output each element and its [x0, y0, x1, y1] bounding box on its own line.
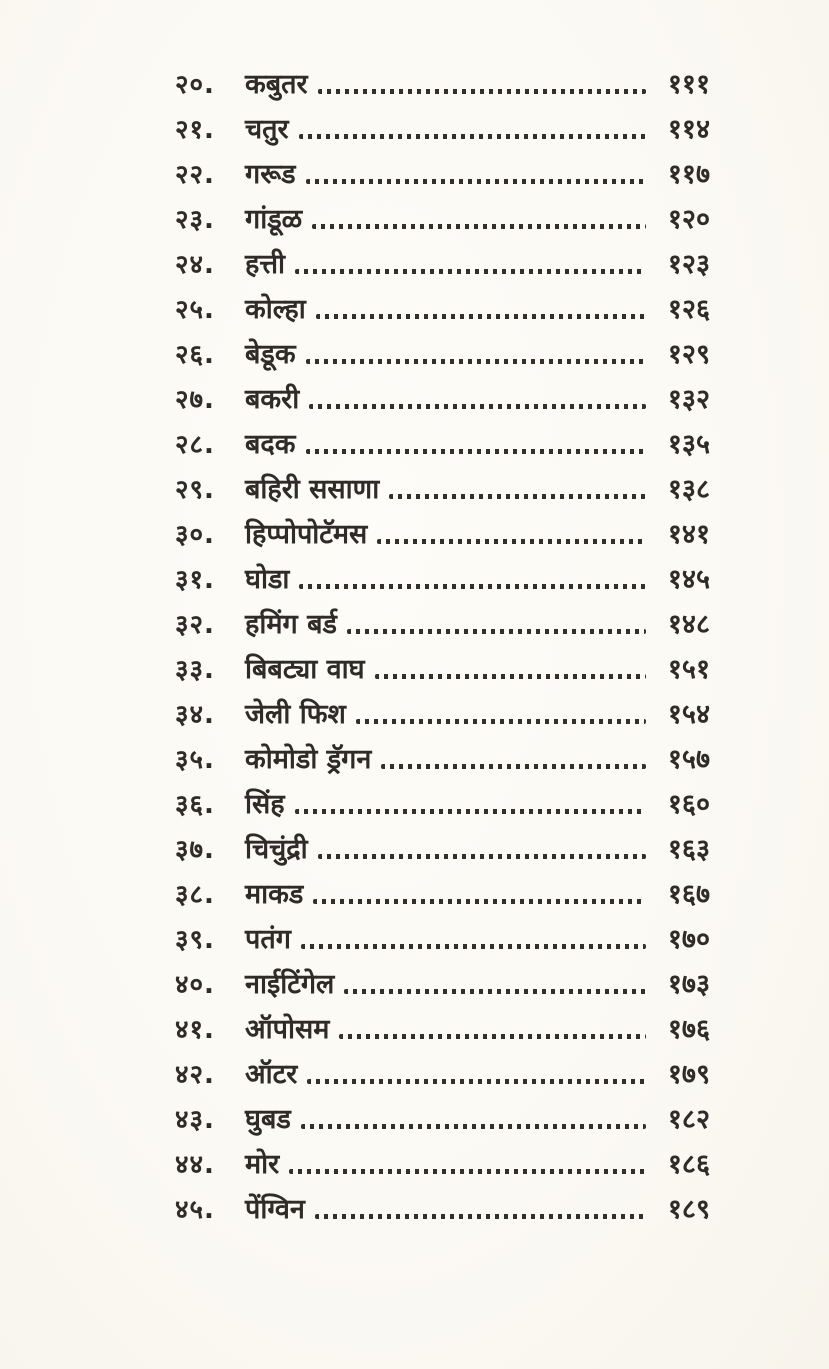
entry-page-number: १८६ [667, 1149, 710, 1180]
entry-title: कोमोडो ड्रॅगन [245, 744, 372, 775]
dot-leader [301, 1124, 646, 1129]
entry-serial-number: ३२. [175, 610, 215, 640]
toc-entry-row [175, 1097, 710, 1142]
dot-leader [318, 89, 646, 94]
entry-serial-number: २०. [175, 70, 215, 100]
entry-page-number: १३२ [667, 384, 710, 415]
entry-serial-number: २८. [175, 430, 215, 460]
toc-entry-row [175, 62, 710, 107]
entry-title: हमिंग बर्ड [245, 609, 337, 640]
toc-entry-row [175, 197, 710, 242]
entry-page-number: ११७ [667, 159, 710, 190]
dot-leader [295, 809, 646, 814]
entry-page-number: १४१ [667, 519, 710, 550]
entry-title: चतुर [245, 114, 289, 145]
dot-leader [315, 1214, 646, 1219]
entry-title: कोल्हा [245, 294, 306, 325]
entry-title: मोर [245, 1149, 280, 1180]
dot-leader [309, 404, 646, 409]
entry-serial-number: ४२. [175, 1060, 215, 1090]
entry-page-number: १२६ [667, 294, 710, 325]
entry-title: गरूड [245, 159, 296, 190]
entry-page-number: १२३ [667, 249, 710, 280]
dot-leader [299, 584, 646, 589]
entry-page-number: १४८ [667, 609, 710, 640]
entry-title: ऑपोसम [245, 1014, 330, 1045]
entry-title: पतंग [245, 924, 291, 955]
dot-leader [299, 134, 646, 139]
entry-serial-number: ४०. [175, 970, 215, 1000]
entry-title: कबुतर [245, 69, 308, 100]
entry-serial-number: ४१. [175, 1015, 215, 1045]
toc-entry-row [175, 647, 710, 692]
entry-title: पेंग्विन [245, 1194, 305, 1225]
entry-serial-number: ३१. [175, 565, 215, 595]
entry-page-number: १५४ [667, 699, 710, 730]
entry-serial-number: ४३. [175, 1105, 215, 1135]
toc-entry-row [175, 1052, 710, 1097]
entry-serial-number: ३८. [175, 880, 215, 910]
entry-title: घुबड [245, 1104, 291, 1135]
entry-page-number: १५१ [667, 654, 710, 685]
entry-title: हिप्पोपोटॅमस [245, 519, 368, 550]
entry-page-number: १२९ [667, 339, 710, 370]
entry-page-number: १६७ [667, 879, 710, 910]
toc-entry-row [175, 512, 710, 557]
toc-entry-row [175, 602, 710, 647]
entry-page-number: ११४ [667, 114, 710, 145]
entry-page-number: १३५ [667, 429, 710, 460]
entry-page-number: १७६ [667, 1014, 710, 1045]
entry-page-number: १७९ [667, 1059, 710, 1090]
dot-leader [295, 269, 646, 274]
entry-serial-number: ३३. [175, 655, 215, 685]
entry-page-number: १६० [667, 789, 710, 820]
dot-leader [381, 764, 646, 769]
toc-entry-row [175, 1142, 710, 1187]
toc-entry-row [175, 422, 710, 467]
entry-serial-number: २९. [175, 475, 215, 505]
entry-serial-number: २१. [175, 115, 215, 145]
toc-entry-row [175, 1007, 710, 1052]
toc-entry-row [175, 152, 710, 197]
dot-leader [306, 449, 647, 454]
dot-leader [344, 989, 646, 994]
toc-entry-row [175, 917, 710, 962]
entry-serial-number: २२. [175, 160, 215, 190]
dot-leader [377, 539, 646, 544]
dot-leader [312, 224, 646, 229]
toc-entry-row [175, 557, 710, 602]
entry-title: माकड [245, 879, 304, 910]
toc-entry-row [175, 1187, 710, 1232]
dot-leader [339, 1034, 646, 1039]
toc-entry-row [175, 287, 710, 332]
entry-serial-number: ३०. [175, 520, 215, 550]
entry-page-number: १८२ [667, 1104, 710, 1135]
toc-entry-row [175, 737, 710, 782]
entry-serial-number: ३५. [175, 745, 215, 775]
entry-title: बिबट्या वाघ [245, 654, 365, 685]
entry-serial-number: २७. [175, 385, 215, 415]
entry-title: घोडा [245, 564, 290, 595]
entry-serial-number: ३४. [175, 700, 215, 730]
toc-entry-row [175, 962, 710, 1007]
entry-title: बदक [245, 429, 296, 460]
entry-page-number: १५७ [667, 744, 710, 775]
entry-serial-number: २५. [175, 295, 215, 325]
entry-page-number: १७३ [667, 969, 710, 1000]
entry-serial-number: ४४. [175, 1150, 215, 1180]
dot-leader [318, 854, 646, 859]
toc-entry-row [175, 332, 710, 377]
entry-title: जेली फिश [245, 699, 346, 730]
toc-entry-row [175, 827, 710, 872]
entry-serial-number: २३. [175, 205, 215, 235]
entry-page-number: १३८ [667, 474, 710, 505]
toc-entry-row [175, 377, 710, 422]
dot-leader [313, 899, 646, 904]
dot-leader [306, 179, 646, 184]
entry-serial-number: ३९. [175, 925, 215, 955]
entry-page-number: १२० [667, 204, 710, 235]
entry-page-number: १११ [667, 69, 710, 100]
entry-title: हत्ती [245, 249, 285, 280]
entry-page-number: १६३ [667, 834, 710, 865]
dot-leader [307, 1079, 646, 1084]
entry-title: चिचुंद्री [245, 834, 308, 865]
dot-leader [356, 719, 646, 724]
entry-page-number: १४५ [667, 564, 710, 595]
entry-serial-number: ३६. [175, 790, 215, 820]
entry-serial-number: २४. [175, 250, 215, 280]
entry-serial-number: २६. [175, 340, 215, 370]
toc-entry-row [175, 782, 710, 827]
toc-entry-row [175, 872, 710, 917]
entry-title: ऑटर [245, 1059, 298, 1090]
toc-entry-row [175, 692, 710, 737]
dot-leader [347, 629, 646, 634]
dot-leader [316, 314, 646, 319]
dot-leader [301, 944, 646, 949]
entry-title: नाईटिंगेल [245, 969, 335, 1000]
entry-title: बेडूक [245, 339, 296, 370]
toc-entry-row [175, 242, 710, 287]
entry-title: गांडूळ [245, 204, 303, 235]
dot-leader [289, 1169, 646, 1174]
entry-page-number: १८९ [667, 1194, 710, 1225]
entry-title: बकरी [245, 384, 300, 415]
entry-page-number: १७० [667, 924, 710, 955]
dot-leader [306, 359, 646, 364]
toc-entry-row [175, 467, 710, 512]
toc-entry-row [175, 107, 710, 152]
dot-leader [375, 674, 646, 679]
toc-list [175, 62, 710, 1232]
entry-serial-number: ४५. [175, 1195, 215, 1225]
entry-serial-number: ३७. [175, 835, 215, 865]
entry-title: बहिरी ससाणा [245, 474, 380, 505]
dot-leader [389, 494, 646, 499]
entry-title: सिंह [245, 789, 285, 820]
